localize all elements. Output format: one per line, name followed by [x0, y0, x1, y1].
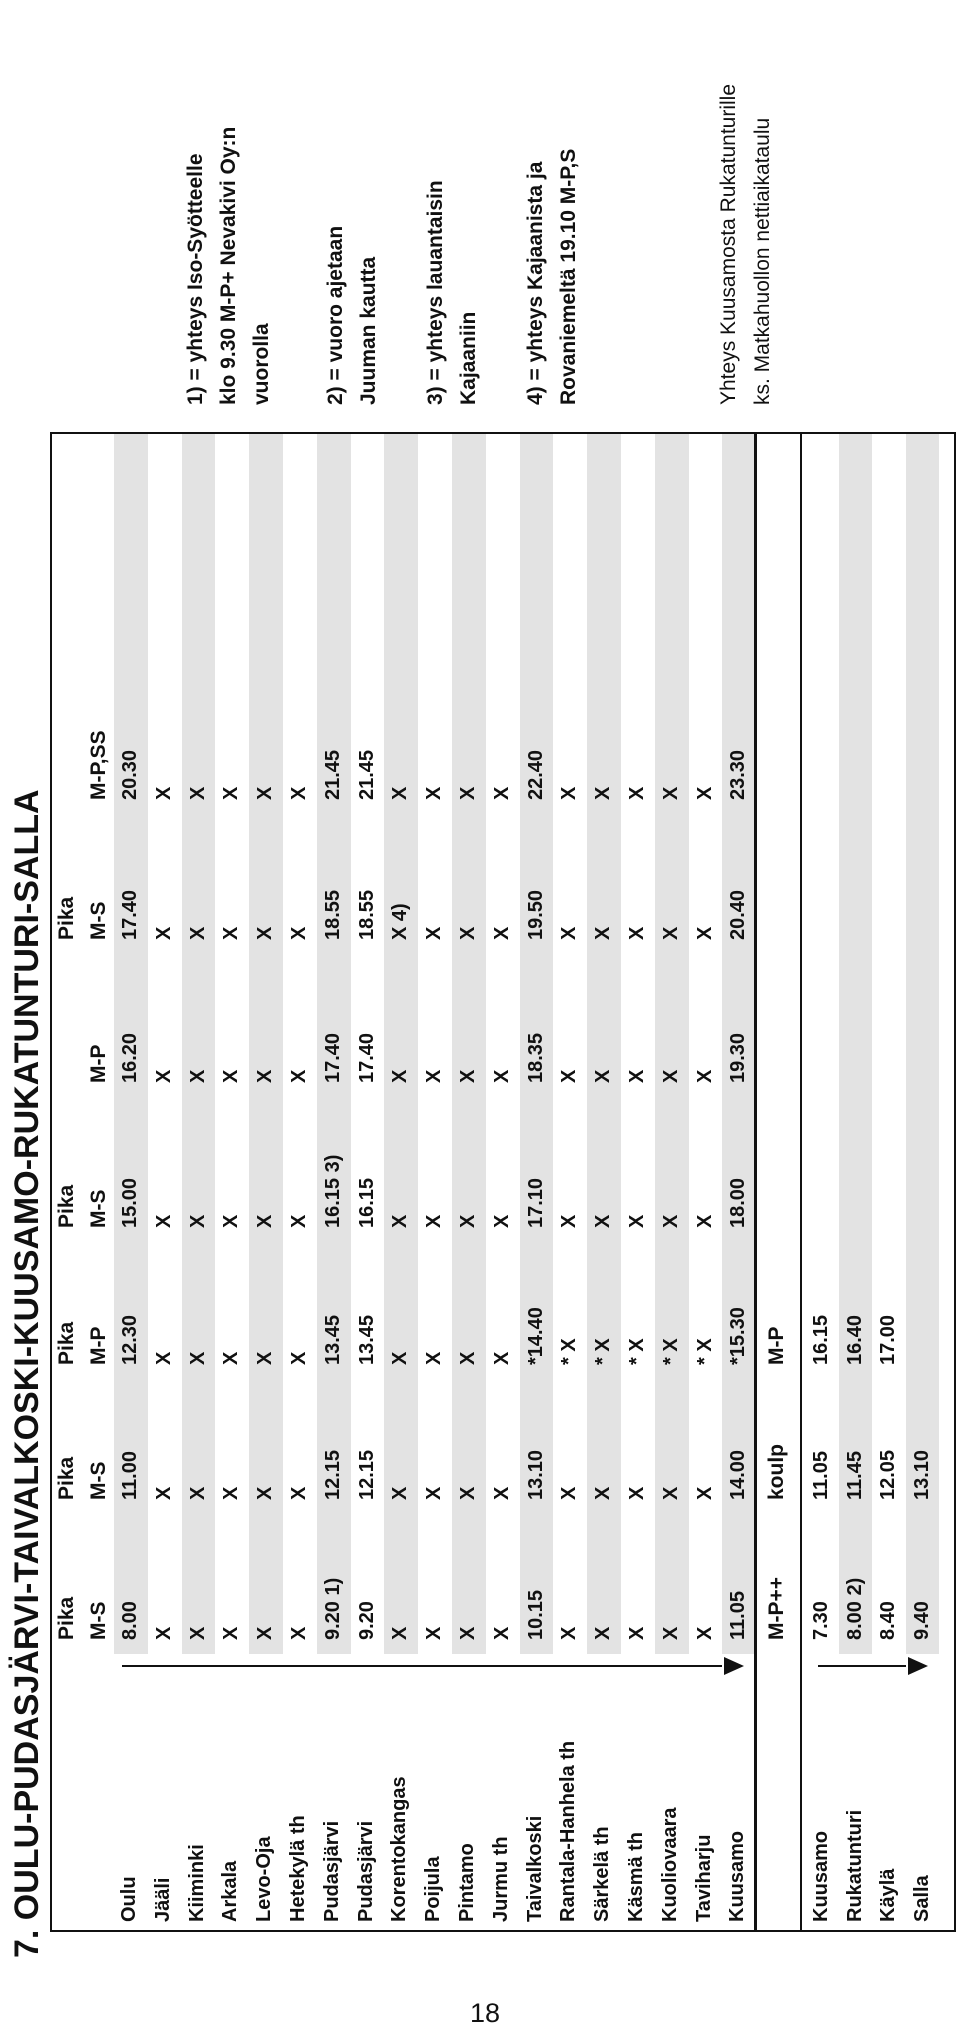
connection-cell: 17.00 — [877, 1314, 899, 1365]
stop-name: Kuoliovaara — [658, 1807, 681, 1922]
row-shade — [452, 434, 486, 1654]
timetable-cell: X — [254, 1069, 277, 1083]
timetable-cell: 9.20 1) — [321, 1577, 344, 1640]
timetable-cell: X — [186, 786, 209, 800]
timetable-cell: X — [626, 1626, 648, 1640]
timetable-cell: 13.45 — [321, 1314, 344, 1365]
column-service-type: Pika — [55, 1321, 78, 1365]
timetable-cell: X — [592, 1626, 615, 1640]
connection-stop-name: Kuusamo — [810, 1830, 832, 1922]
timetable-cell: X — [389, 1214, 412, 1228]
footnote-line: Juuman kautta — [357, 256, 380, 405]
timetable-cell: X — [457, 926, 479, 940]
timetable-cell: 17.40 — [321, 1032, 344, 1083]
page-title: 7. OULU-PUDASJÄRVI-TAIVALKOSKI-KUUSAMO-RUKATUNTURI-SALLA — [8, 789, 46, 1958]
timetable-cell: X — [220, 1069, 243, 1083]
timetable-cell: X — [457, 1626, 479, 1640]
timetable-cell: X — [693, 786, 716, 800]
column-service-type: Pika — [55, 1456, 78, 1500]
stop-name: Särkelä th — [591, 1826, 614, 1922]
timetable-cell: X — [288, 1351, 310, 1365]
row-shade — [655, 434, 689, 1654]
connection-column-days: M-P++ — [765, 1576, 788, 1640]
timetable-cell: X — [152, 1214, 175, 1228]
timetable-cell: 13.10 — [524, 1449, 547, 1500]
timetable-cell: 21.45 — [321, 749, 344, 800]
info-line-2: ks. Matkahuollon nettiaikataulu — [751, 117, 774, 405]
timetable-cell: X — [186, 1486, 209, 1500]
footnote-line: vuorolla — [250, 323, 273, 405]
connection-cell: 13.10 — [910, 1449, 933, 1500]
timetable-cell: X — [490, 1486, 513, 1500]
timetable-cell: X — [558, 1486, 581, 1500]
timetable-cell: * X — [558, 1338, 581, 1365]
timetable-cell: X — [220, 1214, 243, 1228]
stop-name: Taviharju — [692, 1834, 715, 1922]
timetable-cell: X — [288, 786, 310, 800]
stop-name: Pudasjärvi — [320, 1820, 343, 1922]
stop-name: Poijula — [422, 1856, 445, 1922]
timetable-cell: X — [490, 786, 513, 800]
timetable-cell: X — [423, 1486, 446, 1500]
timetable-cell: X — [152, 1486, 175, 1500]
timetable-cell: X — [220, 1626, 243, 1640]
timetable-cell: X — [490, 926, 513, 940]
timetable-cell: *14.40 — [524, 1307, 547, 1365]
column-days: M-S — [87, 901, 110, 940]
timetable-cell: X — [490, 1069, 513, 1083]
timetable-cell: X — [457, 1069, 479, 1083]
timetable-cell: X — [592, 1069, 615, 1083]
timetable-cell: X — [558, 1626, 581, 1640]
stop-name: Korentokangas — [388, 1776, 411, 1922]
timetable-cell: X — [186, 1214, 209, 1228]
timetable-cell: X — [152, 1069, 175, 1083]
timetable-cell: 12.15 — [355, 1449, 378, 1500]
timetable-cell: X — [254, 926, 277, 940]
connection-cell: 12.05 — [877, 1449, 899, 1500]
timetable-cell: * X — [592, 1338, 615, 1365]
timetable-cell: 15.00 — [119, 1177, 141, 1228]
timetable-cell: X — [220, 1351, 243, 1365]
stop-name: Oulu — [118, 1876, 140, 1922]
frame-bottom — [50, 1930, 956, 1932]
timetable-cell: X — [626, 1214, 648, 1228]
timetable-cell: X — [423, 1626, 446, 1640]
column-days: M-S — [87, 1601, 110, 1640]
timetable-cell: X — [254, 1351, 277, 1365]
timetable-cell: X — [626, 786, 648, 800]
timetable-cell: X — [693, 1069, 716, 1083]
timetable-cell: 16.15 3) — [321, 1154, 344, 1228]
timetable-cell: X — [659, 1214, 682, 1228]
timetable-cell: X — [288, 1214, 310, 1228]
timetable-cell: 17.40 — [355, 1032, 378, 1083]
timetable-cell: X — [626, 1486, 648, 1500]
timetable-cell: X — [659, 1626, 682, 1640]
timetable-cell: X — [389, 1626, 412, 1640]
timetable-cell: 17.10 — [524, 1177, 547, 1228]
timetable-cell: X — [288, 1626, 310, 1640]
connection-column-days: M-P — [765, 1326, 788, 1365]
timetable-cell: X — [558, 926, 581, 940]
timetable-cell: X — [152, 786, 175, 800]
timetable-cell: X — [423, 1351, 446, 1365]
stop-name: Käsmä th — [625, 1831, 647, 1922]
row-shade — [587, 434, 621, 1654]
timetable-cell: X — [490, 1351, 513, 1365]
timetable-cell: * X — [693, 1338, 716, 1365]
timetable-cell: X — [254, 1214, 277, 1228]
timetable-cell: 13.45 — [355, 1314, 378, 1365]
timetable-cell: X — [423, 1214, 446, 1228]
timetable-cell: 22.40 — [524, 749, 547, 800]
timetable-cell: 18.35 — [524, 1032, 547, 1083]
timetable-cell: 23.30 — [727, 749, 750, 800]
stop-name: Hetekylä th — [287, 1815, 309, 1922]
timetable-cell: X — [254, 1486, 277, 1500]
timetable-cell: X — [558, 786, 581, 800]
timetable-cell: X — [457, 1351, 479, 1365]
timetable-cell: X 4) — [389, 903, 412, 940]
timetable-cell: X — [152, 1626, 175, 1640]
timetable-cell: X — [220, 926, 243, 940]
column-service-type: Pika — [55, 896, 78, 940]
timetable-cell: X — [659, 926, 682, 940]
timetable-cell: X — [186, 1069, 209, 1083]
timetable-cell: X — [558, 1069, 581, 1083]
connection-arrow-line — [818, 1665, 906, 1667]
timetable-cell: 18.00 — [727, 1177, 750, 1228]
timetable-cell: X — [490, 1214, 513, 1228]
timetable-cell: 8.00 — [119, 1601, 141, 1640]
timetable-cell: X — [220, 1486, 243, 1500]
footnote-line: 2) = vuoro ajetaan — [324, 225, 347, 405]
timetable-cell: 11.05 — [727, 1591, 750, 1640]
page-number: 18 — [470, 1998, 501, 2028]
timetable-cell: X — [288, 926, 310, 940]
timetable-cell: X — [152, 926, 175, 940]
timetable-cell: X — [626, 1069, 648, 1083]
connection-stop-name: Salla — [910, 1875, 933, 1922]
connection-stop-name: Käylä — [877, 1868, 899, 1922]
timetable-cell: 18.55 — [355, 889, 378, 940]
connection-cell: 11.05 — [810, 1451, 832, 1500]
row-shade — [182, 434, 216, 1654]
timetable-cell: 14.00 — [727, 1449, 750, 1500]
stop-name: Levo-Oja — [253, 1836, 276, 1922]
connection-column-days: koulp — [765, 1444, 788, 1500]
connection-cell: 16.15 — [810, 1314, 832, 1365]
timetable-cell: X — [389, 1486, 412, 1500]
timetable-cell: 19.30 — [727, 1032, 750, 1083]
connection-cell: 8.00 2) — [843, 1577, 866, 1640]
timetable-cell: X — [186, 926, 209, 940]
timetable-cell: 12.30 — [119, 1314, 141, 1365]
connection-cell: 9.40 — [910, 1601, 933, 1640]
connection-stop-name: Rukatunturi — [843, 1809, 866, 1922]
stop-name: Taivalkoski — [523, 1815, 546, 1922]
stop-name: Jääli — [151, 1877, 174, 1922]
stop-name: Kuusamo — [726, 1830, 749, 1922]
row-shade — [384, 434, 418, 1654]
stop-name: Arkala — [219, 1860, 242, 1922]
timetable-cell: X — [592, 1486, 615, 1500]
info-line-1: Yhteys Kuusamosta Rukatunturille — [717, 84, 740, 405]
timetable-cell: * X — [626, 1338, 648, 1365]
timetable-cell: 16.15 — [355, 1177, 378, 1228]
timetable-cell: X — [186, 1626, 209, 1640]
footnote-line: 1) = yhteys Iso-Syötteelle — [184, 153, 207, 405]
column-days: M-S — [87, 1461, 110, 1500]
footnote-line: Kajaaniin — [457, 311, 480, 405]
stop-name: Pudasjärvi — [354, 1820, 377, 1922]
timetable-cell: 17.40 — [119, 889, 141, 940]
footnote-line: 3) = yhteys lauantaisin — [424, 180, 447, 405]
column-days: M-P — [87, 1326, 110, 1365]
timetable-cell: *15.30 — [727, 1307, 750, 1365]
footnote-line: klo 9.30 M-P+ Nevakivi Oy:n — [217, 126, 240, 405]
timetable-cell: 18.55 — [321, 889, 344, 940]
timetable-cell: X — [693, 1486, 716, 1500]
timetable-cell: X — [186, 1351, 209, 1365]
timetable-cell: 16.20 — [119, 1032, 141, 1083]
timetable-cell: X — [457, 786, 479, 800]
route-arrow-head — [724, 1657, 744, 1675]
timetable-cell: X — [423, 786, 446, 800]
timetable-cell: X — [389, 1069, 412, 1083]
timetable-cell: * X — [659, 1338, 682, 1365]
connection-arrow-head — [908, 1657, 928, 1675]
timetable-cell: 19.50 — [524, 889, 547, 940]
timetable-cell: X — [389, 786, 412, 800]
frame-right — [954, 432, 956, 1930]
timetable-cell: X — [152, 1351, 175, 1365]
column-service-type: Pika — [55, 1184, 78, 1228]
timetable-cell: X — [592, 1214, 615, 1228]
timetable-cell: X — [423, 1069, 446, 1083]
connection-cell: 7.30 — [810, 1601, 832, 1640]
frame-left — [50, 432, 52, 1930]
timetable-cell: X — [457, 1214, 479, 1228]
timetable-cell: X — [693, 1214, 716, 1228]
column-days: M-S — [87, 1189, 110, 1228]
timetable-cell: X — [659, 1069, 682, 1083]
route-arrow-line — [122, 1665, 722, 1667]
table-separator — [754, 432, 757, 1930]
timetable-cell: X — [423, 926, 446, 940]
connection-table-rule — [800, 432, 802, 1930]
timetable-cell: X — [254, 1626, 277, 1640]
timetable-cell: 20.40 — [727, 889, 750, 940]
timetable-cell: 11.00 — [119, 1451, 141, 1500]
stop-name: Rantala-Hanhela th — [557, 1740, 580, 1922]
row-shade — [249, 434, 283, 1654]
timetable-cell: X — [254, 786, 277, 800]
timetable-cell: X — [288, 1486, 310, 1500]
timetable-cell: 10.15 — [524, 1589, 547, 1640]
column-days: M-P — [87, 1044, 110, 1083]
stop-name: Pintamo — [456, 1843, 478, 1922]
timetable-cell: X — [659, 786, 682, 800]
connection-cell: 8.40 — [877, 1601, 899, 1640]
stop-name: Jurmu th — [489, 1836, 512, 1922]
column-service-type: Pika — [55, 1596, 78, 1640]
timetable-cell: X — [592, 926, 615, 940]
timetable-cell: X — [626, 926, 648, 940]
column-days: M-P,SS — [87, 730, 110, 800]
stop-name: Kiiminki — [185, 1844, 208, 1922]
timetable-cell: 12.15 — [321, 1449, 344, 1500]
timetable-cell: 20.30 — [119, 749, 141, 800]
footnote-line: Rovaniemeltä 19.10 M-P,S — [557, 148, 580, 405]
footnote-line: 4) = yhteys Kajaanista ja — [524, 161, 547, 405]
timetable-cell: X — [288, 1069, 310, 1083]
timetable-cell: X — [457, 1486, 479, 1500]
timetable-cell: X — [558, 1214, 581, 1228]
timetable-cell: X — [389, 1351, 412, 1365]
timetable-cell: X — [659, 1486, 682, 1500]
timetable-cell: X — [693, 1626, 716, 1640]
timetable-cell: 21.45 — [355, 749, 378, 800]
connection-cell: 16.40 — [843, 1314, 866, 1365]
timetable-cell: X — [693, 926, 716, 940]
timetable-cell: 9.20 — [355, 1601, 378, 1640]
timetable-cell: X — [220, 786, 243, 800]
connection-cell: 11.45 — [843, 1451, 866, 1500]
timetable-cell: X — [490, 1626, 513, 1640]
timetable-cell: X — [592, 786, 615, 800]
